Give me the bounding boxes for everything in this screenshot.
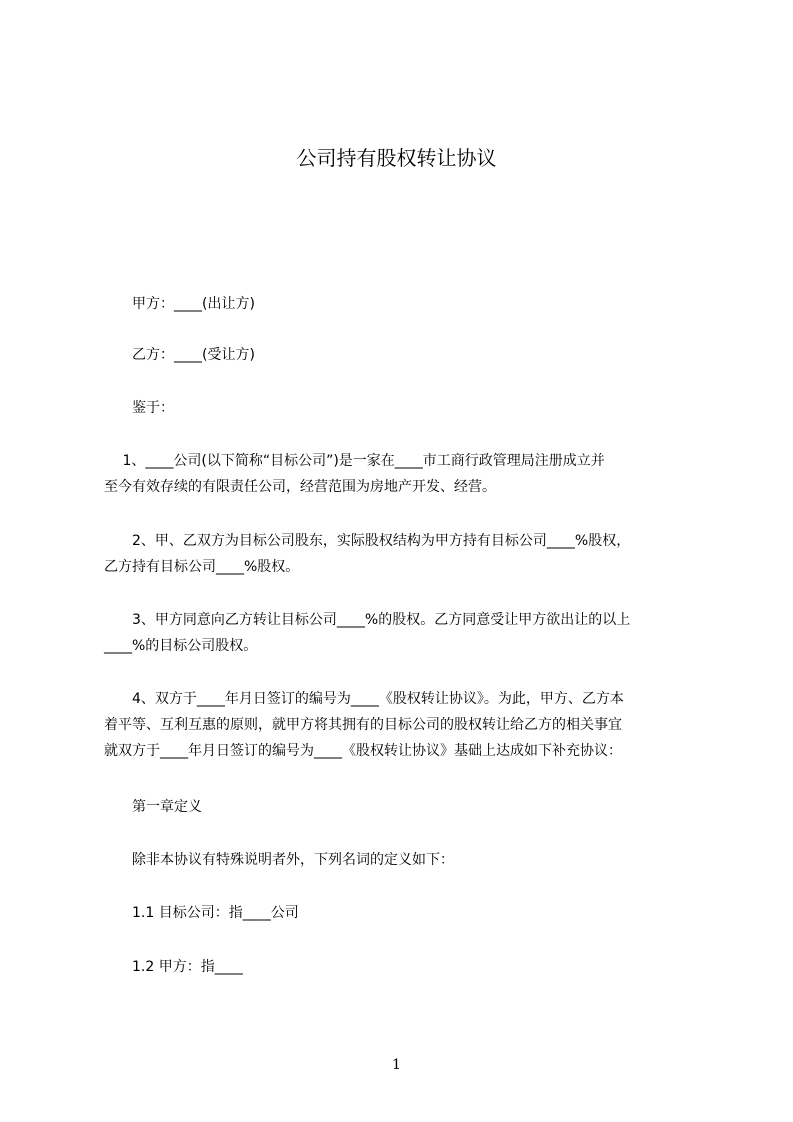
chapter-1-heading [104,794,704,820]
text-line: 1、____公司(以下简称“目标公司”)是一家在____市工商行政管理局注册成立并 [104,453,605,469]
text-line: 1.2 甲方：指____ [104,959,243,975]
definitions-intro [104,847,704,873]
text-line: 着平等、互利互惠的原则，就甲方将其拥有的目标公司的股权转让给乙方的相关事宜 [104,717,622,733]
text-line: 至今有效存续的有限责任公司，经营范围为房地产开发、经营。 [104,479,496,495]
text-line: 乙方：____(受让方) [104,347,255,363]
text-line: 2、甲、乙双方为目标公司股东，实际股权结构为甲方持有目标公司____%股权， [104,533,631,549]
document-title: 公司持有股权转让协议 [296,146,497,170]
whereas-heading [104,395,704,421]
text-line: 鉴于： [104,400,174,416]
text-line: 就双方于____年月日签订的编号为____《股权转让协议》基础上达成如下补充协议： [104,743,622,759]
page-number: 1 [392,1057,401,1073]
clause-2 [104,528,704,580]
text-line: 1.1 目标公司：指____公司 [104,905,299,921]
text-line: 4、双方于____年月日签订的编号为____《股权转让协议》。为此，甲方、乙方本 [104,691,624,707]
text-line: 第一章定义 [104,799,202,815]
clause-4 [104,686,704,764]
text-line: 除非本协议有特殊说明者外，下列名词的定义如下： [104,852,454,868]
definition-1-2 [104,954,704,980]
clause-3 [104,607,704,659]
text-line: ____%的目标公司股权。 [104,638,258,654]
definition-1-1 [104,900,704,926]
text-line: 甲方：____(出让方) [104,296,255,312]
party-a-line [104,291,704,317]
text-line: 3、甲方同意向乙方转让目标公司____%的股权。乙方同意受让甲方欲出让的以上 [104,612,631,628]
party-b-line [104,342,704,368]
clause-1 [104,448,704,500]
text-line: 乙方持有目标公司____%股权。 [104,559,300,575]
